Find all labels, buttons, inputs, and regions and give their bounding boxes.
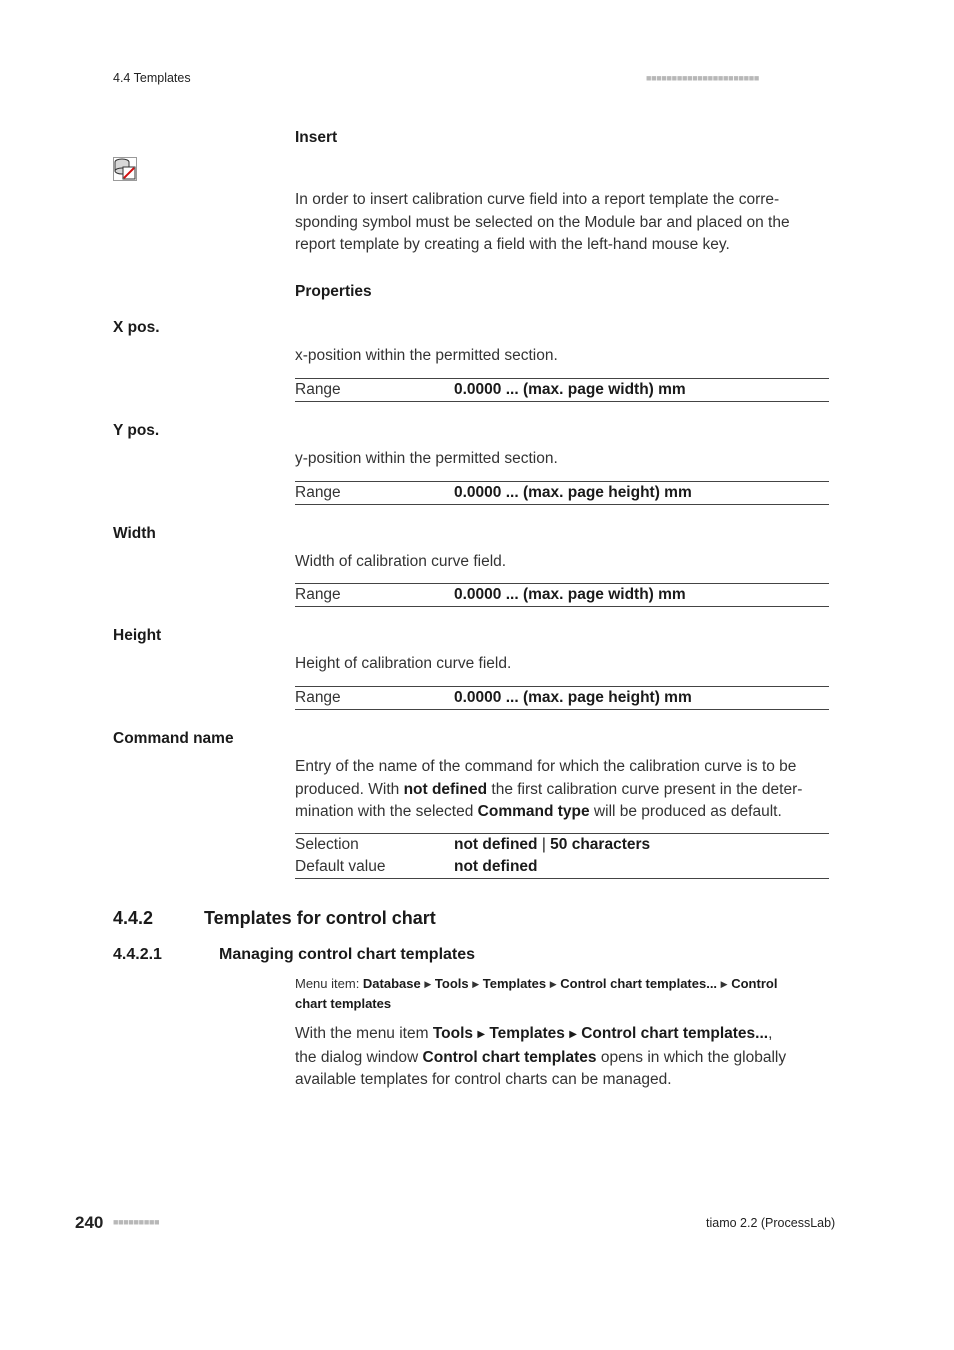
range-key: Range <box>295 586 341 603</box>
para-line-3: available templates for control charts can be managed. <box>295 1071 672 1088</box>
range-value: 0.0000 ... (max. page height) mm <box>454 689 692 706</box>
range-value: 0.0000 ... (max. page width) mm <box>454 381 686 398</box>
product-name: tiamo 2.2 (ProcessLab) <box>706 1216 836 1230</box>
range-key: Range <box>295 689 341 706</box>
command-name-description <box>295 756 835 824</box>
header-decoration: ■■■■■■■■■■■■■■■■■■■■■■ <box>646 73 759 83</box>
xpos-range-table <box>295 378 829 402</box>
menu-path-database: Database <box>362 976 421 991</box>
subsection-number: 4.4.2.1 <box>113 946 162 963</box>
properties-heading: Properties <box>295 283 372 300</box>
width-range-row <box>295 584 829 606</box>
default-value-row <box>295 856 829 878</box>
command-line-3: mination with the selected Command type will be produced as default. <box>295 803 782 820</box>
page-number: 240 <box>75 1213 104 1232</box>
menu-path-control-chart-templates: Control chart templates... <box>560 976 718 991</box>
ypos-range-row <box>295 482 829 504</box>
insert-line-1: In order to insert calibration curve field into a report template the corre- <box>295 191 780 208</box>
ypos-description: y-position within the permitted section. <box>295 450 558 467</box>
command-name-table <box>295 833 829 879</box>
height-range-table <box>295 686 829 710</box>
default-value-key: Default value <box>295 858 386 875</box>
subsection-heading <box>113 946 476 964</box>
range-value: 0.0000 ... (max. page width) mm <box>454 586 686 603</box>
menu-path-tools: Tools <box>434 976 469 991</box>
range-value: 0.0000 ... (max. page height) mm <box>454 484 692 501</box>
insert-description <box>295 189 835 257</box>
xpos-label: X pos. <box>113 319 160 336</box>
range-key: Range <box>295 381 341 398</box>
insert-line-2: sponding symbol must be selected on the Module bar and placed on the <box>295 213 790 231</box>
width-description: Width of calibration curve field. <box>295 553 507 570</box>
default-value-value: not defined <box>454 858 538 875</box>
height-description: Height of calibration curve field. <box>295 655 512 672</box>
width-label: Width <box>113 525 156 542</box>
xpos-range-row <box>295 379 829 401</box>
menu-path-continuation: chart templates <box>295 996 392 1011</box>
menu-path-templates: Templates <box>482 976 547 991</box>
height-range-row <box>295 687 829 709</box>
insert-line-3: report template by creating a field with the left-hand mouse key. <box>295 236 730 253</box>
selection-key: Selection <box>295 836 359 853</box>
running-header-section: 4.4 Templates <box>113 71 191 85</box>
para-line-1: With the menu item Tools ▶ Templates ▶ Control chart templates..., <box>295 1025 773 1042</box>
command-line-1: Entry of the name of the command for which the calibration curve is to be <box>295 758 797 775</box>
section-number: 4.4.2 <box>113 908 154 928</box>
ypos-label: Y pos. <box>113 422 160 439</box>
xpos-description: x-position within the permitted section. <box>295 347 558 364</box>
selection-value: not defined | 50 characters <box>454 836 651 853</box>
height-label: Height <box>113 627 162 644</box>
range-key: Range <box>295 484 341 501</box>
ypos-range-table <box>295 481 829 505</box>
command-name-label: Command name <box>113 730 234 747</box>
subsection-title: Managing control chart templates <box>219 946 476 963</box>
footer-decoration: ■■■■■■■■■ <box>113 1217 160 1227</box>
section-paragraph <box>295 1023 840 1092</box>
width-range-table <box>295 583 829 607</box>
insert-heading: Insert <box>295 129 338 146</box>
menu-path-control: Control <box>731 976 778 991</box>
section-heading <box>113 908 436 929</box>
para-line-2: the dialog window Control chart templates opens in which the globally <box>295 1048 787 1066</box>
calibration-curve-icon <box>113 157 137 181</box>
selection-row <box>295 834 829 856</box>
menu-item-path: Menu item: Database ▶ Tools ▶ Templates ▶ Control chart templates... ▶ Control chart templates <box>295 976 778 1011</box>
section-title: Templates for control chart <box>204 908 436 928</box>
command-line-2: produced. With not defined the first calibration curve present in the deter- <box>295 780 803 798</box>
